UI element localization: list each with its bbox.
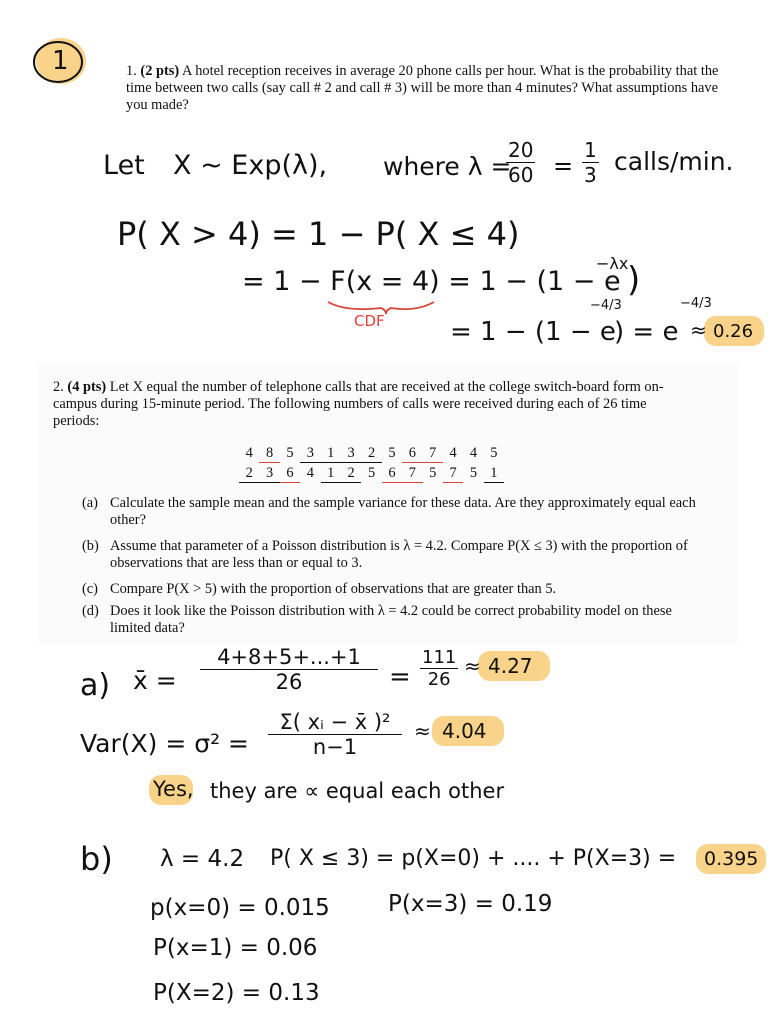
question-2-part-a xyxy=(82,495,702,531)
sol1-rate-fraction-2 xyxy=(582,138,599,187)
data-cell: 6 xyxy=(382,465,402,483)
sol2-a-label: a) xyxy=(80,668,111,703)
part-text: Calculate the sample mean and the sample variance for these data. Are they approximately equal each other? xyxy=(110,495,696,528)
sol2-b-sum: P( X ≤ 3) = p(X=0) + .... + P(X=3) = xyxy=(270,846,677,871)
sol2-yes: Yes, xyxy=(153,777,194,801)
sol1-line4-exponent: −4/3 xyxy=(590,298,622,313)
data-cell: 5 xyxy=(367,465,376,481)
question-2-points: (4 pts) xyxy=(67,379,107,395)
data-cell: 2 xyxy=(361,445,381,463)
part-label: (b) xyxy=(82,538,99,554)
data-cell: 2 xyxy=(239,465,259,483)
data-row-1 xyxy=(239,445,504,463)
sol2-lambda: λ = 4.2 xyxy=(160,846,245,872)
sol2-var-num: Σ( xᵢ − x̄ )² xyxy=(268,710,402,735)
data-cell: 5 xyxy=(429,465,437,481)
part-text: Assume that parameter of a Poisson distribution is λ = 4.2. Compare P(X ≤ 3) with the proportion of observations that are less than or equal to 3. xyxy=(110,538,688,571)
sol1-line3-close: ) xyxy=(627,260,641,300)
question-2-part-d xyxy=(82,603,702,639)
sol1-rate-den: 60 xyxy=(508,163,534,187)
question-1-text: A hotel reception receives in average 20 phone calls per hour. What is the probability that the time between two calls (say call # 2 and call # 3) will be more than 4 minutes? What assumptions have you made? xyxy=(126,63,719,113)
question-2-part-b xyxy=(82,538,702,574)
data-cell: 7 xyxy=(423,445,443,463)
sol1-line4-exponent-2: −4/3 xyxy=(680,296,712,311)
data-cell: 7 xyxy=(402,465,422,483)
sol1-where: where λ = xyxy=(383,152,512,181)
sol2-b-label: b) xyxy=(80,840,113,878)
question-1-points: (2 pts) xyxy=(140,63,180,79)
sol2-p3: P(x=3) = 0.19 xyxy=(388,891,553,917)
sol2-var-approx: ≈ xyxy=(414,719,431,743)
sol2-var-fraction xyxy=(268,710,402,759)
sol2-mean-fraction xyxy=(200,645,378,694)
sol1-answer: 0.26 xyxy=(713,321,754,342)
sol2-var-lhs: Var(X) = σ² = xyxy=(80,729,249,758)
data-cell: 8 xyxy=(259,445,279,463)
part-label: (c) xyxy=(82,581,98,597)
cdf-label: CDF xyxy=(354,312,385,330)
sol1-approx: ≈ xyxy=(690,318,707,342)
sol2-mean-den: 26 xyxy=(275,670,303,694)
data-cell: 6 xyxy=(280,465,300,483)
data-cell: 5 xyxy=(286,445,294,461)
data-cell: 2 xyxy=(341,465,361,483)
sol1-rate-fraction xyxy=(506,138,535,187)
data-cell: 5 xyxy=(469,465,478,481)
sol1-line4: = 1 − (1 − e xyxy=(450,317,616,347)
data-cell: 1 xyxy=(321,445,341,463)
data-cell: 3 xyxy=(341,445,361,463)
sol2-p1: P(x=1) = 0.06 xyxy=(153,935,318,961)
question-2-part-c xyxy=(82,581,702,599)
data-cell: 5 xyxy=(490,445,498,461)
sol2-var-den: n−1 xyxy=(312,735,358,759)
part-text: Does it look like the Poisson distribution with λ = 4.2 could be correct probability model on these limited data? xyxy=(110,603,672,636)
sol1-line3-exponent: −λx xyxy=(596,254,629,273)
problem-number-circle xyxy=(30,34,88,86)
sol1-rate-num: 20 xyxy=(508,138,534,162)
sol2-mean-eq: = xyxy=(389,662,411,692)
question-2-number: 2. xyxy=(53,379,64,395)
data-row-2 xyxy=(239,465,504,483)
data-cell: 4 xyxy=(245,445,253,461)
sol2-mean2-den: 26 xyxy=(427,669,451,690)
sol2-p0: p(x=0) = 0.015 xyxy=(150,895,330,921)
part-label: (a) xyxy=(82,495,98,511)
sol1-distribution: X ~ Exp(λ), xyxy=(173,150,328,181)
data-cell: 4 xyxy=(469,445,478,461)
data-cell: 7 xyxy=(443,465,463,483)
data-cell: 4 xyxy=(449,445,457,461)
part-label: (d) xyxy=(82,603,99,619)
sol1-equals: = xyxy=(553,152,574,180)
sol2-mean-fraction-2 xyxy=(420,647,458,690)
question-1-number: 1. xyxy=(126,63,137,79)
sol2-mean-answer: 4.27 xyxy=(488,654,533,678)
data-cell: 5 xyxy=(388,445,396,461)
sol2-p2: P(X=2) = 0.13 xyxy=(153,980,320,1006)
question-2 xyxy=(53,379,693,430)
sol1-line3: = 1 − F(x = 4) = 1 − (1 − e xyxy=(242,266,621,297)
data-cell: 3 xyxy=(259,465,279,483)
sol1-units: calls/min. xyxy=(614,147,734,176)
question-2-text: Let X equal the number of telephone calls that are received at the college switch-board form on-campus during 15-minute period. The following numbers of calls were received during each of 26 time periods: xyxy=(53,379,664,429)
data-cell: 4 xyxy=(306,465,314,481)
sol2-mean-num: 4+8+5+...+1 xyxy=(200,645,378,670)
sol1-let: Let xyxy=(103,150,145,181)
sol2-mean-approx: ≈ xyxy=(464,654,481,678)
sol1-line4-mid: ) = e xyxy=(614,317,679,347)
data-cell: 6 xyxy=(402,445,422,463)
sol2-b-answer: 0.395 xyxy=(704,848,759,870)
data-cell: 1 xyxy=(321,465,341,483)
data-cell: 3 xyxy=(300,445,320,463)
sol1-line2: P( X > 4) = 1 − P( X ≤ 4) xyxy=(117,215,520,253)
sol2-yes-rest: they are ∝ equal each other xyxy=(210,779,505,803)
circle-number: 1 xyxy=(52,46,69,76)
sol2-mean-lhs: x̄ = xyxy=(133,666,177,695)
part-text: Compare P(X > 5) with the proportion of observations that are greater than 5. xyxy=(110,581,557,597)
sol1-rate2-den: 3 xyxy=(584,163,597,187)
sol2-var-answer: 4.04 xyxy=(442,719,487,743)
data-cell: 1 xyxy=(484,465,504,483)
question-1 xyxy=(126,63,738,114)
sol2-mean2-num: 111 xyxy=(422,647,457,668)
sol1-rate2-num: 1 xyxy=(584,138,597,162)
